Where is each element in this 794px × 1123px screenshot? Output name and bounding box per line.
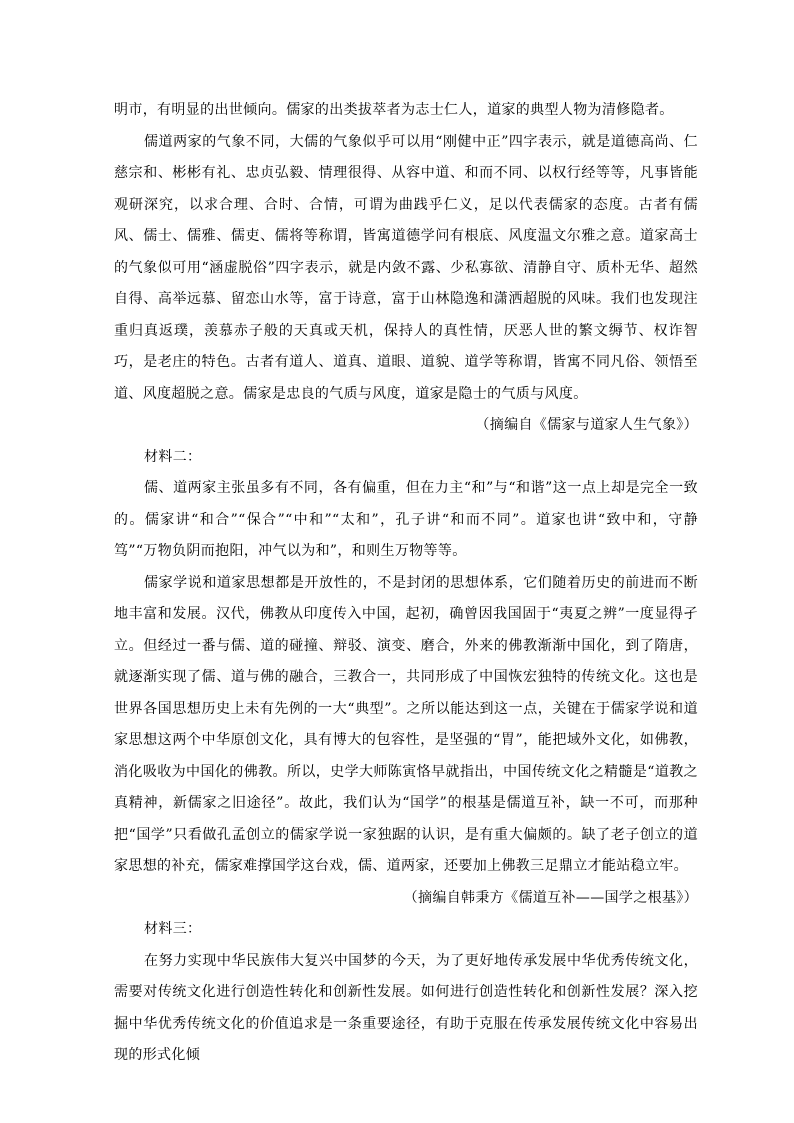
paragraph-harmony: 儒、道两家主张虽多有不同，各有偏重，但在力主“和”与“和谐”这一点上却是完全一致的。儒家讲“和合”“保合”“中和”“太和”，孔子讲“和而不同”。道家也讲“致中和，守静笃”“万物负阴而抱阳，冲气以为和”，和则生万物等等。 — [114, 480, 698, 559]
source-citation-1: （摘编自《儒家与道家人生气象》） — [475, 417, 698, 433]
document-body — [114, 95, 698, 1072]
section-heading-material-3: 材料三： — [144, 921, 202, 937]
paragraph-confucian-taoist-temperament: 儒道两家的气象不同，大儒的气象似乎可以用“刚健中正”四字表示，就是道德高尚、仁慈宗和、彬彬有礼、忠贞弘毅、情理很得、从容中道、和而不同、以权行经等等，凡事皆能观研深究，以求合理、合时、合情，可谓为曲践乎仁义，足以代表儒家的态度。古者有儒风、儒士、儒雅、儒吏、儒将等称谓，皆寓道德学问有根底、风度温文尔雅之意。道家高士的气象似可用“涵虚脱俗”四字表示，就是内敛不露、少私寡欲、清静自守、质朴无华、超然自得、高举远慕、留恋山水等，富于诗意，富于山林隐逸和潇洒超脱的风味。我们也发现注重归真返璞，羡慕赤子般的天真或天机，保持人的真性情，厌恶人世的繁文缛节、权诈智巧，是老庄的特色。古者有道人、道真、道眼、道貌、道学等称谓，皆寓不同凡俗、领悟至道、风度超脱之意。儒家是忠良的气质与风度，道家是隐士的气质与风度。 — [114, 133, 698, 402]
paragraph-openness: 儒家学说和道家思想都是开放性的，不是封闭的思想体系，它们随着历史的前进而不断地丰富和发展。汉代，佛教从印度传入中国，起初，确曾因我国固于“夷夏之辨”一度显得孑立。但经过一番与儒、道的碰撞、辩驳、演变、磨合，外来的佛教渐渐中国化，到了隋唐，就逐渐实现了儒、道与佛的融合，三教合一，共同形成了中国恢宏独特的传统文化。这也是世界各国思想历史上未有先例的一大“典型”。之所以能达到这一点，关键在于儒家学说和道家思想这两个中华原创文化，具有博大的包容性，是坚强的“胃”，能把域外文化，如佛教，消化吸收为中国化的佛教。所以，史学大师陈寅恪早就指出，中国传统文化之精髓是“道教之真精神，新儒家之旧途径”。故此，我们认为“国学”的根基是儒道互补，缺一不可，而那种把“国学”只看做孔孟创立的儒家学说一家独踞的认识，是有重大偏颇的。缺了老子创立的道家思想的补充，儒家难撑国学这台戏，儒、道两家，还要加上佛教三足鼎立才能站稳立牢。 — [114, 574, 698, 874]
paragraph-modern-transformation: 在努力实现中华民族伟大复兴中国梦的今天，为了更好地传承发展中华优秀传统文化，需要对传统文化进行创造性转化和创新性发展。如何进行创造性转化和创新性发展？深入挖掘中华优秀传统文化的价值追求是一条重要途径，有助于克服在传承发展传统文化中容易出现的形式化倾 — [114, 952, 698, 1063]
section-heading-material-2: 材料二： — [144, 448, 202, 465]
source-citation-2: （摘编自韩秉方《儒道互补——国学之根基》） — [403, 889, 698, 906]
paragraph-continued: 明市，有明显的出世倾向。儒家的出类拔萃者为志士仁人，道家的典型人物为清修隐者。 — [114, 102, 674, 118]
